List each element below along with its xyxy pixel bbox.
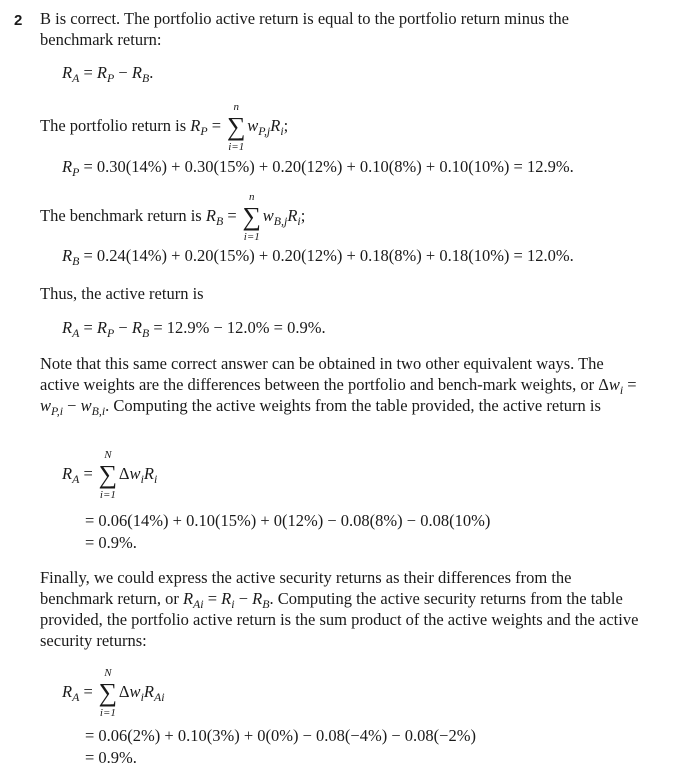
rb-calc-value: = 0.24(14%) + 0.20(15%) + 0.20(12%) + 0.18(8%) + 0.18(10%) = 12.0%.	[83, 246, 574, 265]
active-security-returns-formula: $R_A$ = N ∑ i=1 $\Delta w_iR_{Ai}$	[62, 667, 165, 719]
portfolio-return-label: The portfolio return is	[40, 116, 187, 135]
intro-paragraph: B is correct. The portfolio active return is equal to the portfolio return minus the benchmark return:	[40, 9, 569, 49]
finally-paragraph: Finally, we could express the active security returns as their differences from the benchmark return, or $R_{Ai} = R_i - R_B$. Computing the active security returns from the table provided, the portfolio active return is the sum product of the active weights and the active security returns:	[40, 568, 639, 650]
benchmark-return-label: The benchmark return is	[40, 206, 202, 225]
thus-text: Thus, the active return is	[40, 284, 204, 303]
summation-symbol: N ∑ i=1	[98, 449, 118, 501]
benchmark-return-calculation: $R_B = 0.24(14\%) + 0.20(15\%) + 0.20(12\%) + 0.18(8\%) + 0.18(10\%) = 12.0\%$.	[62, 246, 574, 269]
active-return-calculation: $R_A = R_P - R_B = 12.9\% - 12.0\% = 0.9\%$.	[62, 318, 326, 341]
summation-symbol: n ∑ i=1	[226, 101, 246, 153]
active-returns-calc-line1: = 0.06(2%) + 0.10(3%) + 0(0%) − 0.08(−4%) − 0.08(−2%)	[85, 726, 476, 745]
summation-symbol: n ∑ i=1	[242, 191, 262, 243]
active-return-definition: $R_A = R_P - R_B$.	[62, 63, 154, 86]
ra-calc-value: = 12.9% − 12.0% = 0.9%.	[153, 318, 326, 337]
active-weights-calc-line2: = 0.9%.	[85, 533, 137, 552]
active-weights-calc-line1: = 0.06(14%) + 0.10(15%) + 0(12%) − 0.08(8%) − 0.08(10%)	[85, 511, 491, 530]
rp-calc-value: = 0.30(14%) + 0.30(15%) + 0.20(12%) + 0.10(8%) + 0.10(10%) = 12.9%.	[83, 157, 574, 176]
portfolio-return-calculation: $R_P = 0.30(14\%) + 0.30(15\%) + 0.20(12\%) + 0.10(8\%) + 0.10(10\%) = 12.9\%$.	[62, 157, 574, 180]
benchmark-return-definition: The benchmark return is $R_B$ = n ∑ i=1 $w_{B,j}R_i$;	[40, 191, 306, 243]
active-weights-formula: $R_A$ = N ∑ i=1 $\Delta w_iR_i$	[62, 449, 158, 501]
active-returns-calc-line2: = 0.9%.	[85, 748, 137, 767]
note-paragraph: Note that this same correct answer can be obtained in two other equivalent ways. The active weights are the differences between the portfolio and bench-mark weights, or $\Delta w_i = w_{P,i} - w_{B,i}$. Computing the active weights from the table provided, the active return is	[40, 354, 637, 419]
question-number: 2	[14, 12, 23, 29]
summation-symbol: N ∑ i=1	[98, 667, 118, 719]
portfolio-return-definition: The portfolio return is $R_P$ = n ∑ i=1 $w_{P,j}R_i$;	[40, 101, 289, 153]
